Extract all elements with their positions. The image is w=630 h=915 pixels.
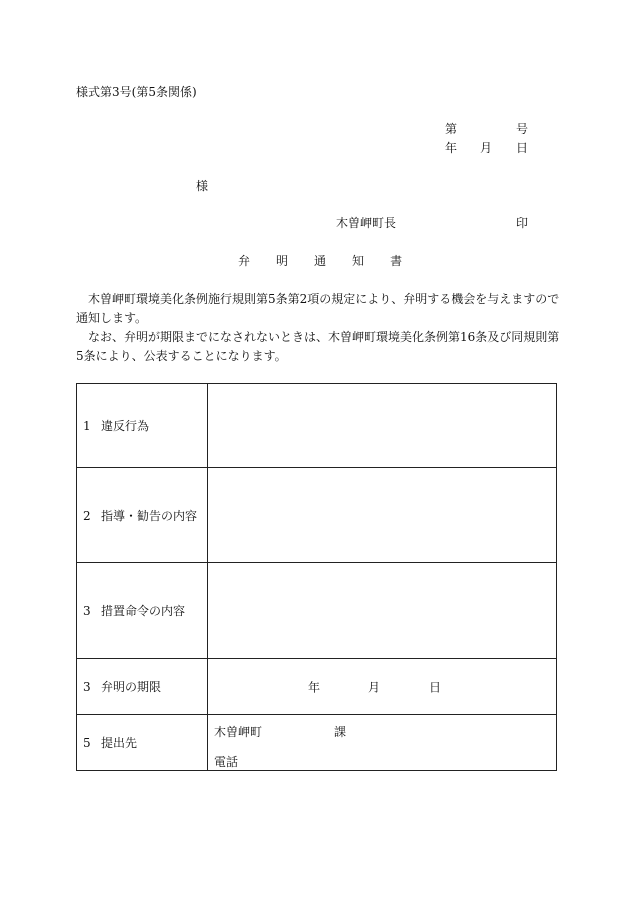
row-label-submit	[77, 715, 208, 771]
submit-section-label: 課	[334, 725, 347, 739]
deadline-field[interactable]	[208, 659, 557, 715]
deadline-year-label: 年	[308, 680, 321, 694]
order-field[interactable]	[208, 563, 557, 659]
title-char: 明	[276, 254, 289, 268]
row-number: 2	[83, 508, 91, 523]
violation-field[interactable]	[208, 384, 557, 468]
row-label-text: 指導・勧告の内容	[101, 508, 198, 523]
row-label-violation	[77, 384, 208, 468]
title-char: 通	[314, 254, 327, 268]
document-number-go: 号	[516, 122, 529, 136]
deadline-day-label: 日	[429, 680, 442, 694]
document-number-dai: 第	[445, 122, 458, 136]
table-row	[77, 659, 557, 715]
submit-town-label: 木曽岬町	[214, 725, 263, 739]
seal-mark: 印	[516, 216, 529, 230]
body-paragraph-1: 木曽岬町環境美化条例施行規則第5条第2項の規定により、弁明する機会を与えますので通知します。	[76, 292, 560, 325]
title-char: 書	[390, 254, 403, 268]
date-month-label: 月	[480, 141, 493, 155]
submit-field[interactable]	[208, 715, 557, 771]
table-row	[77, 468, 557, 563]
row-label-text: 措置命令の内容	[101, 604, 186, 618]
title-char: 知	[352, 254, 365, 268]
date-day-label: 日	[516, 141, 529, 155]
row-label-deadline	[77, 659, 208, 715]
row-label-order	[77, 563, 208, 659]
sender-name: 木曽岬町長	[336, 216, 397, 230]
row-number: 3	[83, 604, 91, 618]
row-label-text: 違反行為	[101, 419, 150, 433]
addressee-suffix: 様	[196, 179, 209, 193]
deadline-month-label: 月	[368, 680, 381, 694]
row-number: 5	[83, 736, 91, 750]
row-label-text: 提出先	[101, 736, 138, 750]
row-number: 3	[83, 680, 91, 694]
row-label-guidance	[77, 468, 208, 563]
date-year-label: 年	[445, 141, 458, 155]
table-row	[77, 384, 557, 468]
table-row	[77, 563, 557, 659]
submit-phone-label: 電話	[214, 755, 239, 769]
body-paragraph-2: なお、弁明が期限までになされないときは、木曽岬町環境美化条例第16条及び同規則第5条により、公表することになります。	[76, 330, 560, 363]
document-title	[238, 255, 402, 267]
table-row	[77, 715, 557, 771]
guidance-field[interactable]	[208, 468, 557, 563]
notice-table	[76, 383, 557, 771]
form-number: 様式第3号(第5条関係)	[76, 85, 197, 99]
title-char: 弁	[238, 254, 251, 268]
row-number: 1	[83, 419, 91, 433]
row-label-text: 弁明の期限	[101, 680, 162, 694]
